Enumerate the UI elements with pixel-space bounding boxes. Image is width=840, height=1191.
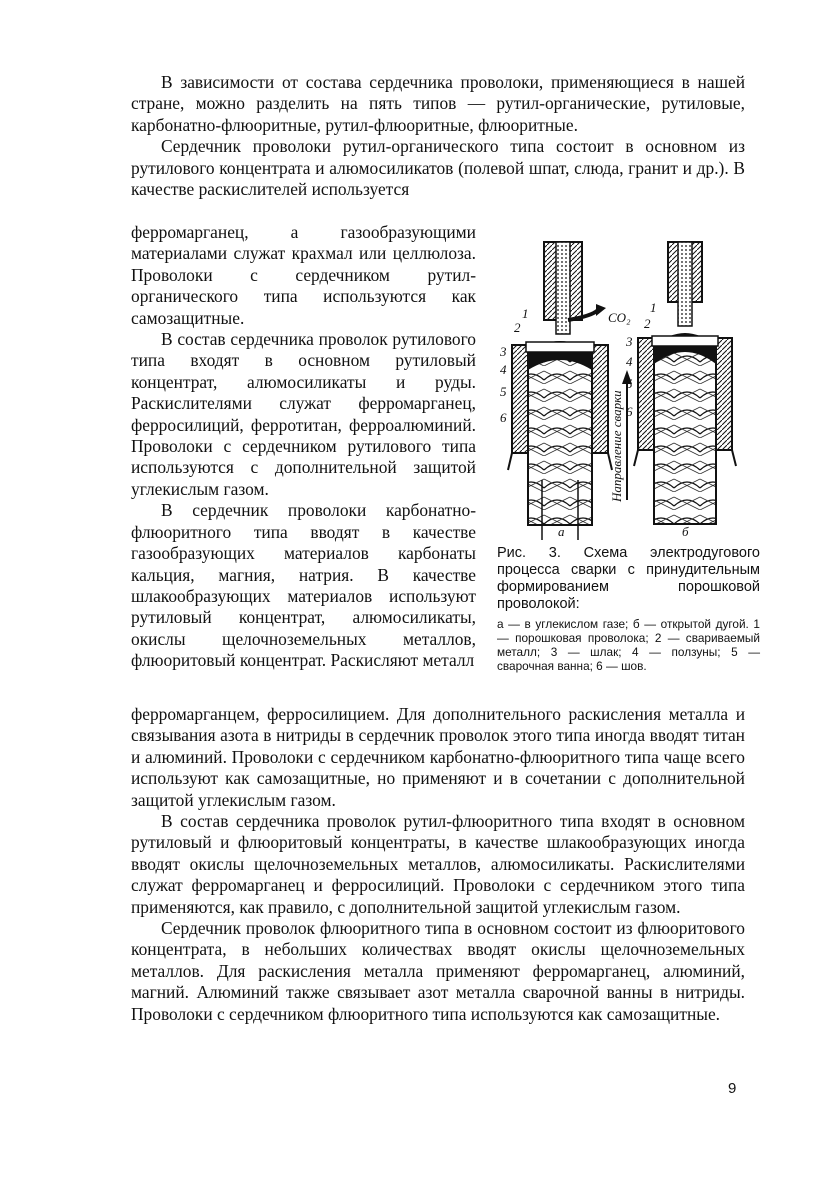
slider-right-b xyxy=(716,338,732,450)
weld-seam-b xyxy=(654,344,716,524)
text-block-top xyxy=(131,72,745,200)
paragraph-2-end: ферромарганец, а газообразующими материалами служат крахмал или целлюлоза. Проволоки с сердечником рутил-органического типа используются как самозащитные. xyxy=(131,222,476,328)
paragraph-3: В состав сердечника проволок рутилового типа входят в основном рутиловый концентрат, алюмосиликаты и руды. Раскислителями служат ферромарганец, ферросилиций, ферротитан, ферроалюминий. Проволоки с сердечником рутилового типа используются с дополнительной защитой углекислым газом. xyxy=(131,329,476,499)
figure-caption xyxy=(497,545,760,673)
label-6-b: 6 xyxy=(626,404,633,419)
label-6-a: 6 xyxy=(500,410,507,425)
paragraph-4-end: ферромарганцем, ферросилицием. Для дополнительного раскисления металла и связывания азота в нитриды в сердечник проволок этого типа иногда вводят титан и алюминий. Проволоки с сердечником карбонатно-флюоритного типа чаще всего используют как самозащитные, но применяют и в сочетании с дополнительной защитой углекислым газом. xyxy=(131,704,745,810)
label-1-b: 1 xyxy=(650,300,657,315)
paragraph-1: В зависимости от состава сердечника проволоки, применяющиеся в нашей стране, можно разделить на пять типов — рутил-органические, рутиловые, карбонатно-флюоритные, рутил-флюоритные, флюоритные. xyxy=(131,72,745,135)
panel-a-drawing xyxy=(508,242,612,540)
text-block-bottom xyxy=(131,704,745,1025)
text-column-left xyxy=(131,222,476,672)
welding-diagram xyxy=(492,240,750,545)
welding-scheme-svg xyxy=(492,240,750,540)
paragraph-4-start: В сердечник проволоки карбонатно-флюоритного типа вводят в качестве газообразующих материалов карбонаты кальция, магния, натрия. В качестве шлакообразующих материалов используют рутиловый концентрат, алюмосиликаты, окислы щелочноземельных металлов, флюоритовый концентрат. Раскисляют металл xyxy=(131,500,476,671)
weld-seam-a xyxy=(528,350,592,525)
slider-right-a xyxy=(592,345,608,453)
slider-left-b xyxy=(638,338,654,450)
gas-label: CO₂ xyxy=(608,310,631,325)
label-4-a: 4 xyxy=(500,362,507,377)
label-3-b: 3 xyxy=(626,334,633,349)
panel-b-label: б xyxy=(682,524,689,539)
direction-label: Направление сварки xyxy=(609,390,624,502)
flux-cored-wire-a xyxy=(556,242,570,334)
panel-a-label: а xyxy=(558,524,565,539)
label-2-b: 2 xyxy=(644,316,651,331)
label-5-b: 5 xyxy=(626,376,633,391)
paragraph-5: В состав сердечника проволок рутил-флюоритного типа входят в основном рутиловый и флюоритовый концентраты, в качестве шлакообразующих иногда вводят окислы щелочноземельных металлов, алюмосиликаты. Раскислителями служат ферромарганец и ферросилиций. Проволоки с сердечником этого типа применяются, как правило, с дополнительной защитой углекислым газом. xyxy=(131,811,745,917)
label-4-b: 4 xyxy=(626,354,633,369)
panel-b-drawing xyxy=(634,242,736,524)
label-5-a: 5 xyxy=(500,384,507,399)
page-number: 9 xyxy=(728,1080,737,1097)
paragraph-6: Сердечник проволок флюоритного типа в основном состоит из флюоритового концентрата, в небольших количествах вводят окислы щелочноземельных металлов. Для раскисления металла применяют ферромарганец, алюминий, магний. Алюминий также связывает азот металла сварочной ванны в нитриды. Проволоки с сердечником флюоритного типа используются как самозащитные. xyxy=(131,918,745,1024)
caption-legend: а — в углекислом газе; б — открытой дугой. 1 — порошковая проволока; 2 — свариваемый металл; 3 — шлак; 4 — ползуны; 5 — сварочная ванна; 6 — шов. xyxy=(497,617,760,673)
caption-title: Рис. 3. Схема электродугового процесса сварки с принудительным формированием порошковой проволокой: xyxy=(497,545,760,612)
label-1-a: 1 xyxy=(522,306,529,321)
label-3-a: 3 xyxy=(500,344,507,359)
paragraph-2-start: Сердечник проволоки рутил-органического типа состоит в основном из рутилового концентрата и алюмосиликатов (полевой шпат, слюда, гранит и др.). В качестве раскислителей используется xyxy=(131,136,745,200)
label-2-a: 2 xyxy=(514,320,521,335)
slider-left-a xyxy=(512,345,528,453)
flux-cored-wire-b xyxy=(678,242,692,326)
